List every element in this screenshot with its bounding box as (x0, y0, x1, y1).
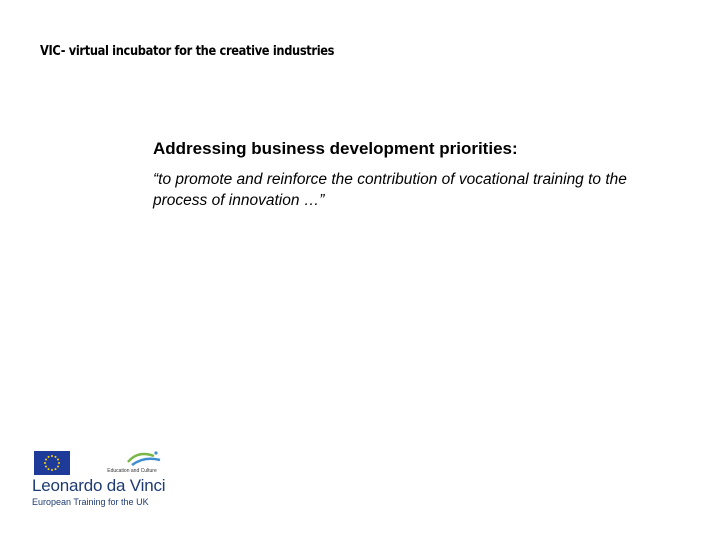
leonardo-logo (32, 448, 172, 510)
education-culture-icon (124, 448, 164, 470)
program-subtitle: European Training for the UK (32, 497, 149, 507)
section-heading: Addressing business development priorities: (153, 139, 518, 158)
education-culture-label: Education and Culture (107, 468, 157, 474)
quote-text: “to promote and reinforce the contribution of vocational training to the process of innovation …” (153, 171, 627, 209)
slide-title: VIC- virtual incubator for the creative industries (40, 44, 335, 59)
program-name: Leonardo da Vinci (32, 476, 166, 495)
eu-flag-icon (34, 451, 70, 475)
